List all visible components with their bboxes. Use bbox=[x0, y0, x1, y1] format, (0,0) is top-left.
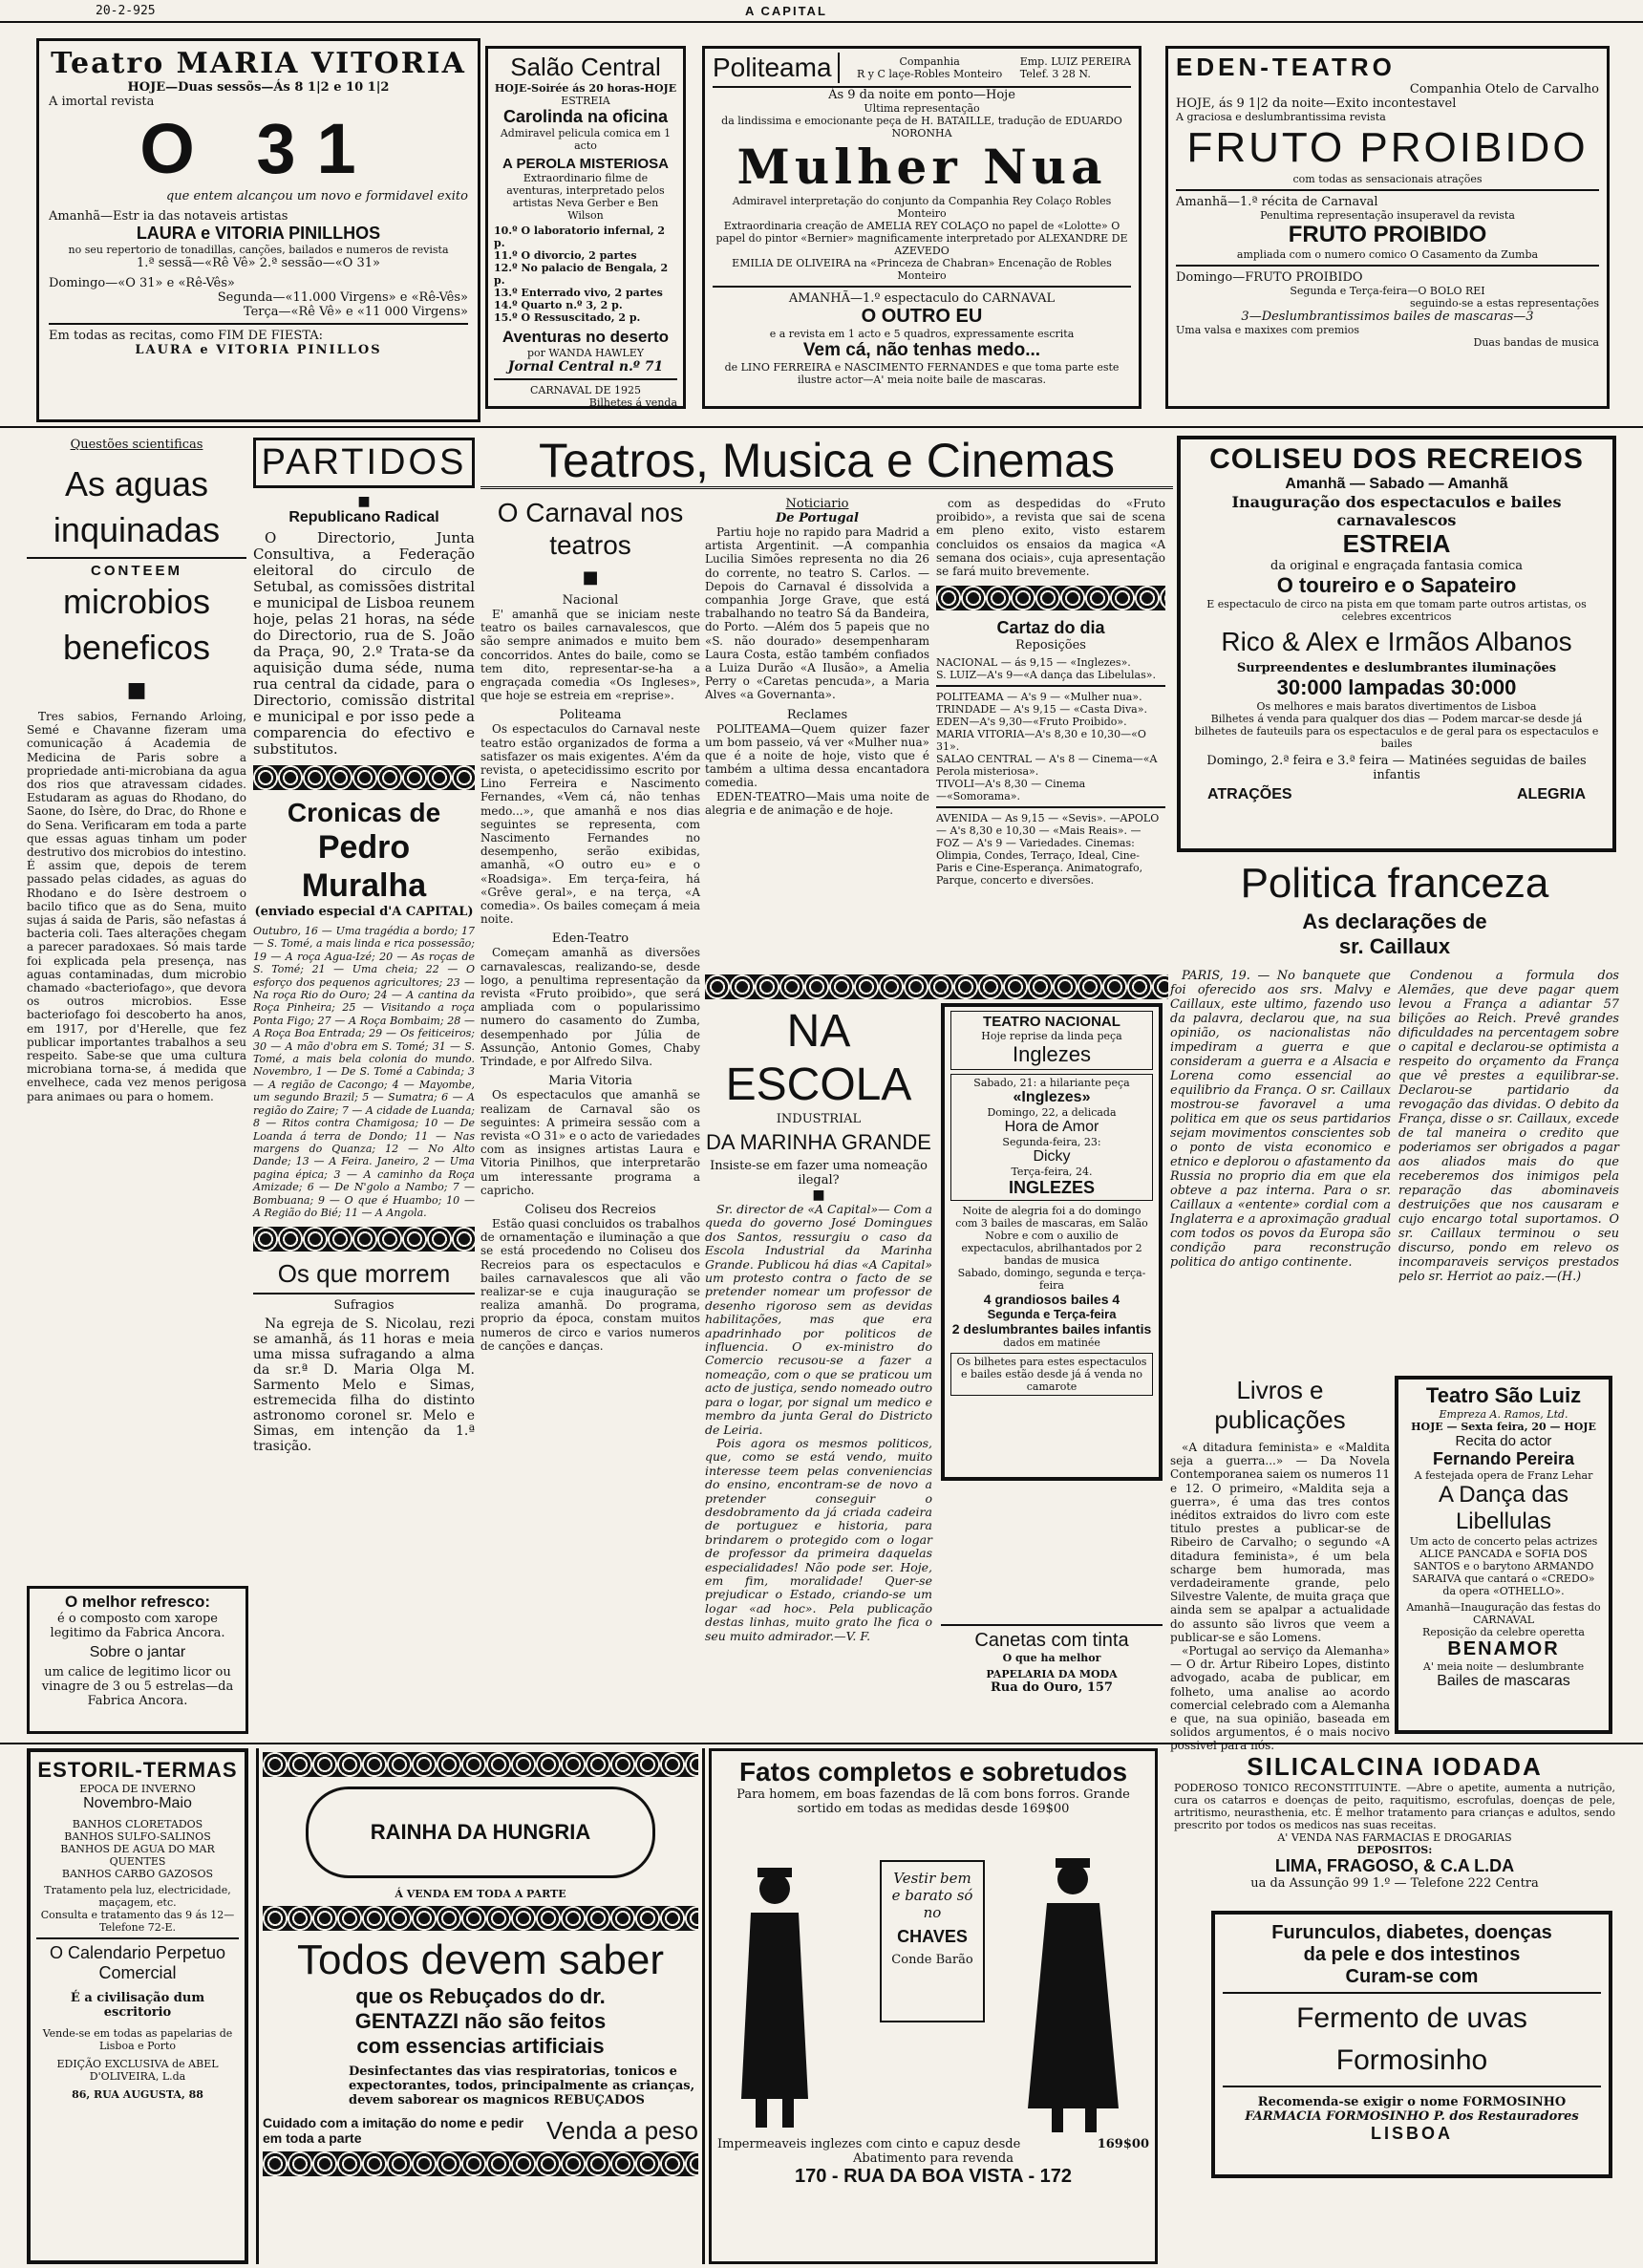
party-name: Republicano Radical bbox=[288, 509, 439, 525]
ad-note: Noite de alegria foi a do domingo com 3 bailes de mascaras, em Salão Nobre e com o auxilio de expectaculos, abrilhantados por 2 bandas de musica bbox=[955, 1205, 1148, 1267]
ad-show: O toureiro e o Sapateiro bbox=[1276, 573, 1517, 597]
ad-days2: seguindo-se a estas representações bbox=[1410, 297, 1599, 310]
ad-coliseu bbox=[1177, 436, 1616, 852]
subhead: Noticiario bbox=[785, 497, 849, 511]
ad-balls2: Segunda e Terça-feira bbox=[987, 1307, 1117, 1321]
ad-cal-title: O Calendario Perpetuo Comercial bbox=[49, 1943, 226, 1982]
ad-sub: O que ha melhor bbox=[1002, 1652, 1101, 1664]
ad-sat: Sabado, 21: a hilariante peça bbox=[973, 1077, 1130, 1089]
list-item: BANHOS SULFO-SALINOS bbox=[64, 1830, 211, 1843]
ad-mon: Segunda-feira, 23: bbox=[1002, 1136, 1101, 1148]
ad-title: SILICALCINA IODADA bbox=[1247, 1752, 1543, 1781]
ad-eden-teatro bbox=[1165, 46, 1610, 409]
episode: 15.º O Ressuscitado, 2 p. bbox=[494, 311, 641, 324]
ad-desc: A festejada opera de Franz Lehar bbox=[1414, 1469, 1593, 1482]
ad-depot: DEPOSITOS: bbox=[1356, 1844, 1433, 1856]
episode: 11.º O divorcio, 2 partes bbox=[494, 249, 637, 262]
column-cartaz bbox=[936, 497, 1165, 974]
ad-night: A' meia noite — deslumbrante bbox=[1422, 1660, 1585, 1673]
ad-film1-desc: Admiravel pelicula comica em 1 acto bbox=[500, 127, 672, 152]
headline-2: microbios beneficos bbox=[62, 582, 211, 667]
subhead: Politeama bbox=[559, 708, 622, 723]
episode: 14.º Quarto n.º 3, 2 p. bbox=[494, 299, 623, 311]
article-body: Tres sabios, Fernando Arloing, Semé e Chavanne fizeram uma comunicação á Academia de Medicina de Paris sobre a propriedade anti-microbiana da agua dos rios que atravessam cidades. Estudaram as aguas do Rhodano, do Saone, do Isère, do Drac, do Rhone e do Sena. Verificaram em toda a parte que essas aguas tinham um poder destrutivo dos microbios do intestino. É assim que, depois de terem passado pelas cidades, as aguas do Rhodano e do Isère destroem o bacilo tifico que as do Sena, muito sujas á saida de Paris, são nefastas á bacteria coli. Taes alterações chegam a parecer paradoxaes. Só mais tarde foi explicada pela presença, nas aguas contaminadas, dum microbio chamado «bacteriofago», que devora os outros microbios. Esse bacteriofago foi descoberto ha anos, em 1917, por d'Herelle, que fez publicar importantes trabalhos a seu respeito. Sabe-se que uma cultura microbiana torna-se, á medida que envelhece, cada vez menos perigosa para animaes ou para o homem. bbox=[27, 710, 246, 1103]
ad-slogan: Á VENDA EM TODA A PARTE bbox=[395, 1888, 566, 1900]
ornament-divider bbox=[263, 2151, 698, 2176]
ad-footer: CARNAVAL DE 1925 bbox=[530, 384, 641, 396]
ad-tag: que entem alcançou um novo e formidavel exito bbox=[165, 189, 468, 203]
ad-title: Fatos completos e sobretudos bbox=[738, 1757, 1128, 1787]
ad-note2: Sabado, domingo, segunda e terça-feira bbox=[957, 1267, 1146, 1292]
article-politica bbox=[1170, 858, 1619, 1374]
obituary-title: Os que morrem bbox=[277, 1259, 451, 1289]
ad-rep: Ultima representação bbox=[864, 102, 980, 115]
ad-sunday: Domingo—FRUTO PROIBIDO bbox=[1176, 270, 1363, 285]
ad-fermento bbox=[1211, 1911, 1612, 2178]
ad-inaug: Inauguração dos espectaculos e bailes carnavalescos bbox=[1231, 493, 1562, 529]
ad-show3: Vem cá, não tenhas medo... bbox=[802, 340, 1041, 360]
listing: NACIONAL — ás 9,15 — «Inglezes». bbox=[936, 656, 1131, 670]
ad-sunday: Domingo, 2.ª feira e 3.ª feira — Matinées seguidas de bailes infantis bbox=[1206, 754, 1587, 782]
ad-title: Todos devem saber bbox=[297, 1936, 664, 1983]
listing: EDEN—A's 9,30—«Fruto Proibido». bbox=[936, 716, 1127, 729]
list-item: BANHOS CLORETADOS bbox=[72, 1818, 203, 1830]
ad-desc: da lindissima e emocionante peça de H. BATAILLE, tradução de EDUARDO NORONHA bbox=[721, 115, 1122, 139]
ad-show3-by: de LINO FERREIRA e NASCIMENTO FERNANDES e que toma parte este ilustre actor—A' meia noite baile de mascaras. bbox=[724, 361, 1120, 386]
ad-film4: Jornal Central n.º 71 bbox=[507, 359, 664, 374]
ad-line3: Curam-se com bbox=[1345, 1966, 1479, 1987]
ad-film1: Carolinda na oficina bbox=[502, 107, 669, 126]
ad-sun: Domingo, 22, a delicada bbox=[987, 1106, 1117, 1119]
article-livros bbox=[1170, 1376, 1390, 1753]
ad-estreia: ESTREIA bbox=[1342, 529, 1451, 558]
ad-title: Canetas com tinta bbox=[974, 1630, 1129, 1651]
headline: NA ESCOLA bbox=[725, 1006, 912, 1110]
ad-silicalcina bbox=[1170, 1748, 1619, 1891]
paragraph: POLITEAMA—Quem quizer fazer um bom passeio, vá ver «Mulher nua» que é a noite de hoje, visto que é também a ultima dessa encantadora comedia. bbox=[705, 721, 929, 790]
paragraph: com as despedidas do «Fruto proibido», a revista que sai de scena em pleno exito, visto estarem concluidos os ensaios da magica «A semana dos ociais», cuja apresentação se fará muito brevemente. bbox=[936, 497, 1165, 579]
product-label bbox=[306, 1787, 655, 1878]
ad-artists: LAURA e VITORIA PINILLHOS bbox=[136, 224, 381, 243]
ad-show: A Dança das Libellulas bbox=[1438, 1482, 1569, 1534]
ad-balls4: dados em matinée bbox=[1003, 1337, 1100, 1349]
ad-desc: Para homem, em boas fazendas de lã com bons forros. Grande sortido em todas as medidas desde 169$00 bbox=[736, 1787, 1130, 1816]
paragraph: E' amanhã que se iniciam neste teatro os bailes carnavalescos, que são sempre animados e muito bem concorridos. Antes do baile, como se tem dito, representar-se-ha a engraçada comedia «Os Ingleses», que hoje se estreia em «reprise». bbox=[480, 608, 700, 703]
ad-politeama bbox=[702, 46, 1142, 409]
ad-tag2: com todas as sensacionais atrações bbox=[1292, 173, 1483, 185]
ad-sessions: 1.ª sessã—«Rê Vê» 2.ª sessão—«O 31» bbox=[137, 256, 380, 270]
obituary-body: Na egreja de S. Nicolau, rezi se amanhã, ás 11 horas e meia uma missa sufragando a alma da sr.ª D. Maria Olga M. Sarmento Melo e Simas, estremecida filha do distinto astronomo coronel sr. Melo e Simas, em intenção da 1.ª trasição. bbox=[253, 1316, 475, 1455]
ad-line1: Furunculos, diabetes, doenças bbox=[1271, 1922, 1552, 1943]
subhead-2: De Portugal bbox=[776, 511, 859, 525]
cartaz-sub: Reposições bbox=[1015, 638, 1086, 653]
ad-today: HOJE — Sexta feira, 20 — HOJE bbox=[1411, 1421, 1596, 1433]
subhead: Eden-Teatro bbox=[551, 931, 629, 947]
ad-desc2: ampliada com o numero comico O Casamento da Zumba bbox=[1236, 248, 1539, 261]
bullet-icon: ■ bbox=[812, 1187, 825, 1203]
article-questoes bbox=[27, 438, 246, 1441]
ad-title: Salão Central bbox=[510, 53, 661, 81]
ad-today: HOJE—Duas sessõs—Ás 8 1|2 e 10 1|2 bbox=[127, 80, 390, 95]
sign-line3: Conde Barão bbox=[891, 1953, 973, 1967]
ad-cast: Admiravel interpretação do conjunto da Companhia Rey Colaço Robles Monteiro bbox=[732, 195, 1112, 220]
ad-title: EDEN-TEATRO bbox=[1176, 53, 1396, 81]
ad-ball: Bailes de mascaras bbox=[1437, 1673, 1570, 1689]
ad-cal-addr: 86, RUA AUGUSTA, 88 bbox=[72, 2088, 203, 2101]
ad-title: TEATRO NACIONAL bbox=[983, 1014, 1120, 1030]
headline: Politica franceza bbox=[1240, 860, 1549, 907]
ad-prices: Os melhores e mais baratos divertimentos de Lisboa bbox=[1256, 700, 1537, 713]
episode: 13.º Enterrado vivo, 2 partes bbox=[494, 287, 663, 299]
teatros-banner bbox=[480, 432, 1173, 489]
ad-footer2: Bilhetes á venda bbox=[588, 396, 677, 409]
ad-addr: Rua do Ouro, 157 bbox=[991, 1680, 1113, 1695]
ad-rec: Recomenda-se exigir o nome FORMOSINHO bbox=[1257, 2095, 1567, 2109]
ad-tomorrow: AMANHÃ—1.º espectaculo do CARNAVAL bbox=[788, 291, 1056, 306]
ad-sub: Hoje reprise da linda peça bbox=[981, 1030, 1122, 1042]
ad-line1: que os Rebuçados do dr. bbox=[355, 1984, 606, 2008]
headline-sub2: sr. Caillaux bbox=[1338, 934, 1451, 958]
paragraph: EDEN-TEATRO—Mais uma noite de alegria e de animação e de hoje. bbox=[705, 789, 929, 817]
article-body-2: Condenou a formula dos Alemães, que deve pagar quem levou a França a adiantar 57 bilições ao Reich. Prevê grandes dificuldades na percentagem sobre o capital e declarou-se optimista a respeito do orçamento da França que vê prestes a equilibrar-se. Declarou-se partidario da revogação das dividas. O debito da França, disse o sr. Caillaux, excede de tal maneira o credito que poderiamos ser obrigados a pagar aos aliados mais do que receberemos dos inimigos pela reparação das abominaveis destruições que nos causaram e cujo encargo total suportamos. O sr. Caillaux terminou o seu discurso, pondo em relevo os incomparaveis serviços prestados pelo sr. Herriot ao paiz.—(H.) bbox=[1398, 969, 1619, 1284]
ad-balls: 3—Deslumbrantissimos bailes de mascaras—3 bbox=[1241, 310, 1534, 324]
episode: 10.º O laboratorio infernal, 2 p. bbox=[494, 225, 666, 249]
ad-shop: PAPELARIA DA MODA bbox=[986, 1668, 1118, 1680]
cronicas-sub: (enviado especial d'A CAPITAL) bbox=[254, 905, 474, 919]
column-noticiario bbox=[705, 497, 929, 974]
ad-film3: Aventuras no deserto bbox=[501, 328, 670, 346]
column-partidos bbox=[253, 438, 475, 1737]
ornament-divider bbox=[263, 1906, 698, 1931]
paragraph: Os espectaculos que amanhã se realizam de Carnaval são os seguintes: A primeira sessão com a revista «O 31» e o acto de variedades com as insignes artistas Laura e Vitoria Pinilhos, que interpretarão um interessante programa a capricho. bbox=[480, 1088, 700, 1197]
headline: Livros e publicações bbox=[1214, 1376, 1346, 1434]
ad-line3: um calice de legitimo licor ou vinagre de 3 ou 5 estrelas—da Fabrica Ancora. bbox=[41, 1665, 234, 1708]
ad-days: Segunda e Terça-feira—O BOLO REI bbox=[1290, 285, 1485, 297]
ad-coat-price: 169$00 bbox=[1097, 2137, 1149, 2151]
subhead: Nacional bbox=[562, 593, 619, 608]
shop-sign bbox=[880, 1860, 985, 2022]
banner-title: Teatros, Musica e Cinemas bbox=[538, 434, 1115, 487]
ad-extra: Tratamento pela luz, electricidade, maçagem, etc. bbox=[44, 1884, 231, 1909]
ad-days: Amanhã — Sabado — Amanhã bbox=[1285, 476, 1508, 492]
ad-actor: Fernando Pereira bbox=[1432, 1449, 1575, 1468]
ad-company: Companhia bbox=[899, 55, 960, 68]
paragraph: Partiu hoje no rapido para Madrid a artista Argentinit. —A companhia Lucilia Simões representa no dia 26 do corrente, no teatro S. Carlos. —Depois do Carnaval é dissolvida a companhia Jorge Grave, que está trabalhando no teatro Sá da Bandeira, do Porto. —Além dos 5 papeis que no «S. não dourado» desempenharam Laura Costa, estão também confiados a Luiza Durão «A Ilusão», a Amelia Perry o «Caretas pencuda», a Maria Alves «a Governanta». bbox=[705, 525, 929, 702]
ad-line2: da pele e dos intestinos bbox=[1303, 1944, 1521, 1965]
ad-desc2: Um acto de concerto pelas actrizes ALICE PANCADA e SOFIA DOS SANTOS e o barytono ARMANDO SARAIVA que cantará o «CREDO» da opera «OTHELLO». bbox=[1409, 1535, 1598, 1597]
ad-line: é o composto com xarope legitimo da Fabrica Ancora. bbox=[50, 1612, 225, 1640]
ad-show2: «Inglezes» bbox=[1013, 1089, 1091, 1105]
subhead: Maria Vitoria bbox=[548, 1074, 632, 1089]
ad-repertoire: no seu repertorio de tonadillas, canções, bailados e numeros de revista bbox=[68, 244, 449, 256]
ad-subtitle: A imortal revista bbox=[49, 95, 155, 109]
sign-line2: CHAVES bbox=[897, 1927, 968, 1946]
article-body-2: «Portugal ao serviço da Alemanha» — O dr. Artur Ribeiro Lopes, distinto advogado, acaba de publicar, em folheto, uma analise ao acordo comercial celebrado com a Alemanha e que, na sua opinião, baseada em solidos argumentos, é o mais nocivo possivel para nós. bbox=[1170, 1644, 1390, 1753]
ad-line2: Sobre o jantar bbox=[89, 1644, 186, 1660]
ad-title: Politeama bbox=[713, 53, 840, 83]
ad-title: COLISEU DOS RECREIOS bbox=[1209, 443, 1584, 475]
ad-tomorrow: Amanhã—Estr ia das notaveis artistas bbox=[49, 209, 288, 224]
ad-months: Novembro-Maio bbox=[83, 1795, 192, 1811]
ad-rebucados bbox=[256, 1748, 705, 2264]
ad-sale: A' VENDA NAS FARMACIAS E DROGARIAS bbox=[1277, 1831, 1512, 1844]
listing: S. LUIZ—A's 9—«A dança das Libelulas». bbox=[936, 669, 1156, 682]
column-carnaval bbox=[480, 497, 700, 1739]
paragraph: Estão quasi concluidos os trabalhos de ornamentação e iluminação a que se está procedendo no Coliseu dos Recreios para os espectaculos e bailes carnavalescos que ali vão realizar-se e cuja inauguração se realiza amanhã. Do programa, proprio da época, constam muitos numeros de circo e varios numeros de canções e danças. bbox=[480, 1216, 700, 1353]
ad-fatos bbox=[709, 1748, 1158, 2264]
ad-canetas bbox=[941, 1624, 1163, 1729]
bullet-icon: ■ bbox=[126, 678, 147, 702]
ad-maria-vitoria bbox=[36, 38, 480, 422]
ad-tickets: Os bilhetes para estes espectaculos e bailes estão desde já á venda no camarote bbox=[950, 1353, 1153, 1396]
obituary-sub: Sufragios bbox=[333, 1298, 395, 1314]
ad-today: Ás 9 da noite em ponto—Hoje bbox=[828, 88, 1015, 102]
ad-desc: Desinfectantes das vias respiratorias, tonicos e expectorantes, todos, principalmente as crianças, devem saborear os magnicos REBUÇADOS bbox=[349, 2065, 695, 2108]
ad-lamps: 30:000 lampadas 30:000 bbox=[1276, 675, 1517, 699]
ad-reprise: Reposição da celebre operetta bbox=[1422, 1626, 1585, 1638]
ad-line3: com essencias artificiais bbox=[356, 2034, 605, 2058]
ad-film2: A PEROLA MISTERIOSA bbox=[502, 156, 669, 172]
section-label: Questões scientificas bbox=[70, 438, 203, 452]
ad-show5: INGLEZES bbox=[1008, 1178, 1095, 1197]
listing: AVENIDA — As 9,15 — «Sevis». —APOLO — A's 8,30 e 10,30 — «Mais Reais». — FOZ — A's 9 — Variedades. Cinemas: Olimpia, Condes, Terraço, Ideal, Cine-Paris e Cine-Esperança. Animatografo, Parque, concerto e diversões. bbox=[936, 812, 1160, 888]
ad-show2: FRUTO PROIBIDO bbox=[1288, 222, 1487, 247]
bullet-icon: ■ bbox=[357, 494, 371, 509]
ad-show3: Hora de Amor bbox=[1004, 1119, 1099, 1135]
article-body: PARIS, 19. — No banquete que foi oferecido aos srs. Malvy e Caillaux, este ultimo, fazendo uso da palavra, declarou que, na sua opinião, os nacionalistas não impediram a guerra e que consideram a guerra e a Alsacia e Lorena como essencial ao equilibrio da França. O sr. Caillaux mostrou-se favoravel a uma politica em que os seus partidarios sejam movimentos conscientes sob o ponto de vista economico e etnico e deplorou o afastamento da Russia no proprio dia em que ela obteve a paz interna. Para o sr. Caillaux a «entente» cordial com a Inglaterra e a aproximação gradual com todos os povos da Europa são condição para reconstrução politica do antigo continente. bbox=[1170, 969, 1391, 1270]
ad-tel: Telef. 3 28 N. bbox=[1019, 68, 1091, 80]
ornament-divider bbox=[253, 765, 475, 790]
ad-title: Teatro MARIA VITORIA bbox=[51, 47, 466, 80]
subhead: Coliseu dos Recreios bbox=[524, 1202, 656, 1217]
ornament-divider bbox=[705, 974, 1168, 999]
ad-show: Mulher Nua bbox=[736, 139, 1107, 195]
ad-discount: Abatimento para revenda bbox=[853, 2151, 1014, 2166]
paragraph: Começam amanhã as diversões carnavalescas, realizando-se, desde logo, a penultima representação da revista «Fruto proibido», que será ampliada com o popularissimo numero do casamento do Zumba, desempenhado por Júlia de Assunção, Antonio Gomes, Chaby Trindade, e por Alfredo Silva. bbox=[480, 946, 700, 1069]
sign-line1: Vestir bem e barato só no bbox=[891, 1870, 973, 1921]
ad-desc2: E espectaculo de circo na pista em que tomam parte outros artistas, os celebres excentricos bbox=[1206, 598, 1587, 623]
ornament-divider bbox=[936, 586, 1165, 610]
ad-estoril bbox=[27, 1748, 248, 2264]
ad-show2: O OUTRO EU bbox=[861, 306, 983, 327]
ad-recita: Recita do actor bbox=[1455, 1433, 1552, 1449]
ad-lights: Surpreendentes e deslumbrantes iluminações bbox=[1236, 661, 1557, 675]
listing: TIVOLI—A's 8,30 — Cinema—«Somorama». bbox=[936, 778, 1086, 803]
ad-warn: Cuidado com a imitação do nome e pedir em toda a parte bbox=[263, 2115, 524, 2146]
ad-season: EPOCA DE INVERNO bbox=[79, 1783, 196, 1795]
ad-cal-sale: Vende-se em todas as papelarias de Lisboa e Porto bbox=[42, 2027, 233, 2052]
cronicas-body: Outubro, 16 — Uma tragédia a bordo; 17 — S. Tomé, a mais linda e rica possessão; 19 — A roça Agua-Izé; 20 — As roças de S. Tomé; 21 — Uma cheia; 22 — O esforço dos pequenos agricultores; 23 — Na roça Rio do Ouro; 24 — A cantina da Roça Pinheira; 25 — Visitando a roça Ponta Figo; 27 — A Roça Bombaim; 28 — A Roça Boa Entrada; 29 — Os feiticeiros; 30 — A mão d'obra em S. Tomé; 31 — S. Tomé, a mais bela colonia do mundo. Novembro, 1 — De S. Tomé a Cabinda; 3 — A região de Cacongo; 4 — Mayombe, um segundo Brazil; 5 — Sumatra; 6 — A região do Zaire; 7 — A cidade de Luanda; 8 — Ritos contra Chamigosa; 10 — De Loanda á terra de Dondo; 11 — Nas margens do Quanza; 12 — No Alto Dande; 13 — A Feira. Janeiro, 2 — Uma pagina épica; 3 — A caminho da Roça Amizade; 6 — De N'golo a Nambo; 7 — Bombuana; 9 — O que é Huambo; 10 — A Região do Bié; 11 — A Angola. bbox=[253, 925, 475, 1219]
ad-company-name: R y C laçe-Robles Monteiro bbox=[856, 68, 1003, 80]
ad-teatro-nacional bbox=[941, 1003, 1163, 1481]
ad-desc: da original e engraçada fantasia comica bbox=[1270, 559, 1523, 573]
ad-footer: Em todas as recitas, como FIM DE FIESTA: bbox=[49, 329, 324, 343]
ad-cal-sub: É a civilisação dum escritorio bbox=[70, 1991, 205, 2020]
ad-title: ESTORIL-TERMAS bbox=[37, 1758, 238, 1782]
headline-question: Insiste-se em fazer uma nomeação ilegal? bbox=[710, 1159, 928, 1187]
paragraph: Os espectaculos do Carnaval neste teatro estão organizados de forma a satisfazer os mais exigentes. A'ém da revista, o apetecidissimo escrito por Lino Ferreira e Nascimento Fernandes, «Vem cá, não tenhas medo...», que amanhã e nos dias seguintes se representa, com Nascimento Fernandes no desempenho, serão exibidas, amanhã, «O outro eu» e o «Roadsiga». Em terça-feira, há «Grêve geral», e na terça, «A comedia». Os bailes começam á meia noite. bbox=[480, 722, 700, 927]
ad-film2-desc: Extraordinario filme de aventuras, interpretado pelos artistas Neva Gerber e Ben Wilson bbox=[506, 172, 665, 222]
ad-tue: Terça-feira, 24. bbox=[1011, 1166, 1093, 1178]
listing: TRINDADE — A's 9,15 — «Casta Diva». bbox=[936, 703, 1147, 717]
ad-footer2: LAURA e VITORIA PINILLOS bbox=[135, 343, 382, 357]
ad-balls: 4 grandiosos bailes 4 bbox=[983, 1292, 1120, 1307]
cronicas-title: Cronicas de bbox=[287, 798, 441, 827]
ad-tag: A graciosa e deslumbrantissima revista bbox=[1176, 111, 1386, 123]
headline-sub: As declarações de bbox=[1302, 909, 1487, 933]
episode: 12.º No palacio de Bengala, 2 p. bbox=[494, 262, 669, 287]
section-title: PARTIDOS bbox=[261, 442, 467, 482]
ad-show2-desc: e a revista em 1 acto e 5 quadros, expressamente escrita bbox=[769, 328, 1075, 340]
ad-tomorrow: Amanhã—Inauguração das festas do CARNAVAL bbox=[1406, 1601, 1601, 1626]
bullet-icon: ■ bbox=[582, 567, 599, 588]
ad-today: HOJE, ás 9 1|2 da noite—Exito incontestavel bbox=[1176, 96, 1457, 111]
ad-product: Fermento de uvas Formosinho bbox=[1296, 2002, 1527, 2076]
article-escola bbox=[705, 1005, 932, 1731]
ad-estreia: ESTREIA bbox=[561, 95, 610, 107]
ornament-divider bbox=[253, 1227, 475, 1252]
ad-title: O melhor refresco: bbox=[64, 1593, 211, 1611]
listing: MARIA VITORIA—A's 8,30 e 10,30—«O 31». bbox=[936, 728, 1146, 754]
listing: SALAO CENTRAL — A's 8 — Cinema—«A Perola misteriosa». bbox=[936, 753, 1158, 779]
ad-desc: PODEROSO TONICO RECONSTITUINTE. —Abre o apetite, aumenta a nutrição, cura os catarros e doenças de peito, raquitismo, escrofulas, doenças de pele, artritismo, neurasthenia, etc. É melhor tratamento para crianças e adultos, sendo prescrito por todos os medicos nas suas receitas. bbox=[1174, 1782, 1615, 1831]
ornament-divider bbox=[263, 1752, 698, 1777]
headline-sub: INDUSTRIAL bbox=[776, 1112, 862, 1126]
article-body: O Directorio, Junta Consultiva, a Federação eleitoral do circulo de Setubal, as comissões distrital e municipal de Lisboa reunem hoje, pelas 21 horas, na séde do Directorio, rua de S. João da Praça, 90, 2.º Trata-se da aquisição duma séde, numa rua central da cidade, para o Directorio, comissão distrital e municipal e por isso pede a comparencia do efectivo e substitutos. bbox=[253, 529, 475, 758]
ad-addr: ua da Assunção 99 1.º — Telefone 222 Centra bbox=[1250, 1876, 1539, 1891]
ad-co: LIMA, FRAGOSO, & C.A L.DA bbox=[1274, 1856, 1515, 1875]
ad-balls3: 2 deslumbrantes bailes infantis bbox=[951, 1321, 1152, 1337]
ad-show4: Dicky bbox=[1033, 1148, 1071, 1165]
carnaval-title: O Carnaval nos teatros bbox=[497, 498, 684, 560]
listing: POLITEAMA — A's 9 — «Mulher nua». bbox=[936, 691, 1142, 704]
masthead bbox=[0, 0, 1643, 23]
ad-company: Companhia Otelo de Carvalho bbox=[1409, 82, 1599, 96]
ad-company: Empreza A. Ramos, Ltd. bbox=[1439, 1408, 1568, 1421]
ad-city: LISBOA bbox=[1370, 2124, 1453, 2143]
ad-addr: 170 - RUA DA BOA VISTA - 172 bbox=[794, 2166, 1073, 2187]
ad-music: Duas bandas de musica bbox=[1473, 336, 1599, 349]
ad-desc: Penultima representação insuperavel da revista bbox=[1260, 209, 1515, 222]
ad-show2: BENAMOR bbox=[1447, 1638, 1560, 1659]
ad-title: Teatro São Luiz bbox=[1425, 1383, 1582, 1407]
ad-cast3: EMILIA DE OLIVEIRA na «Princeza de Chabran» Encenação de Robles Monteiro bbox=[732, 257, 1112, 282]
ad-footer1: ATRAÇÕES bbox=[1207, 786, 1292, 802]
ad-artists: Rico & Alex e Irmãos Albanos bbox=[1221, 627, 1572, 656]
ad-film3-by: por WANDA HAWLEY bbox=[527, 347, 644, 359]
subhead: Reclames bbox=[786, 707, 848, 722]
ad-tomorrow: Amanhã—1.ª récita de Carnaval bbox=[1176, 195, 1378, 209]
ad-cal-ed: EDIÇÃO EXCLUSIVA de ABEL D'OLIVEIRA, L.da bbox=[56, 2058, 219, 2083]
ad-sao-luiz bbox=[1395, 1376, 1612, 1734]
ad-cast2: Extraordinaria creação de AMELIA REY COLAÇO no papel de «Lolotte» O papel do pintor «Bernier» magnificamente interpretado por ALEXANDRE DE AZEVEDO bbox=[715, 220, 1128, 257]
ad-monday: Segunda—«11.000 Virgens» e «Rê-Vês» bbox=[217, 290, 468, 305]
ad-emp: Emp. LUIZ PEREIRA bbox=[1019, 55, 1131, 68]
ad-sunday: Domingo—«O 31» e «Rê-Vês» bbox=[49, 276, 235, 290]
headline-sub2: DA MARINHA GRANDE bbox=[706, 1130, 931, 1154]
ad-coats: Impermeaveis inglezes com cinto e capuz desde bbox=[717, 2137, 1021, 2151]
cartaz-title: Cartaz do dia bbox=[996, 618, 1105, 638]
headline-sub: CONTEEM bbox=[91, 563, 182, 579]
article-body-2: Pois agora os mesmos politicos, que, como se está vendo, muito interesse teem pelas conveniencias do ensino, encontram-se de novo a pretender conseguir o desdobramento da já criada cadeira de portuguez e historia, para brindarem o protegido com o logar de professor da primeira daquelas especialidades! Não pode ser. Hoje, em fim, moralidade! Quer-se prejudicar o Estado, criando-se um logar «ad hoc». Pela publicação destas linhas, muito grato lhe fica o seu muito admirador.—V. F. bbox=[705, 1435, 932, 1643]
ad-tuesday: Terça—«Rê Vê» e «11 000 Virgens» bbox=[243, 305, 468, 319]
masthead-paper-name: A CAPITAL bbox=[745, 4, 827, 18]
ad-salao-central bbox=[485, 46, 686, 409]
ad-pharm: FARMACIA FORMOSINHO P. dos Restauradores bbox=[1245, 2109, 1579, 2124]
article-body: Sr. director de «A Capital»— Com a queda do governo José Domingues dos Santos, ressurgiu o caso da Escola Industrial da Marinha Grande. Publicou há dias «A Capital» um protesto contra o facto de se pretender nomear um professor de desenho rigoroso sem as devidas habilitações, mas que era apadrinhado por politicos de influencia. O ex-ministro do Comercio recusou-se a fazer a nomeação, com o que se praticou um acto de justiça, sendo nomeado outro para o logar, por signal um medico e membro da junta Geral do Districto de Leiria. bbox=[705, 1202, 932, 1437]
masthead-date: 20-2-925 bbox=[96, 4, 156, 18]
ad-footer2: ALEGRIA bbox=[1517, 786, 1586, 802]
ad-sale: Venda a peso bbox=[545, 2115, 698, 2145]
article-body: «A ditadura feminista» e «Maldita seja a guerra...» — Da Novela Contemporanea saiem os numeros 11 e 12. O primeiro, «Maldita seja a guerra», é uma das tres contos inéditos extraidos do livro com este titulo prestes a publicar-se de Ribeiro de Carvalho; o segundo «A ditadura feminista», é um bela scharge bem humorada, mas verdadeiramente grande, pelo Silvestre Valente, de muita graça que ainda sem se apalpar a actualidade do assunto são livros que veem a publicar-se e são Lomens. bbox=[1170, 1441, 1390, 1644]
ad-line2: GENTAZZI não são feitos bbox=[354, 2009, 607, 2033]
ad-tickets: Bilhetes á venda para qualquer dos dias — Podem marcar-se desde já bilhetes de fauteuils para os espectaculos e de geral para os espectaculos e bailes bbox=[1194, 713, 1599, 750]
cronicas-author: Pedro Muralha bbox=[301, 829, 427, 904]
ad-refresco bbox=[27, 1586, 248, 1734]
ad-show: O 31 bbox=[139, 109, 377, 188]
ad-extra: Uma valsa e maxixes com premios bbox=[1176, 324, 1360, 336]
ad-show: Inglezes bbox=[1013, 1042, 1091, 1066]
ad-consult: Consulta e tratamento das 9 ás 12—Telefone 72-E. bbox=[40, 1909, 235, 1934]
ad-show: FRUTO PROIBIDO bbox=[1186, 124, 1589, 171]
headline: As aguas inquinadas bbox=[53, 464, 221, 549]
product-label-text: RAINHA DA HUNGRIA bbox=[370, 1820, 591, 1844]
list-item: BANHOS DE AGUA DO MAR QUENTES bbox=[60, 1843, 215, 1868]
ad-today: HOJE-Soirée ás 20 horas-HOJE bbox=[494, 82, 677, 95]
list-item: BANHOS CARBO GAZOSOS bbox=[61, 1868, 214, 1880]
